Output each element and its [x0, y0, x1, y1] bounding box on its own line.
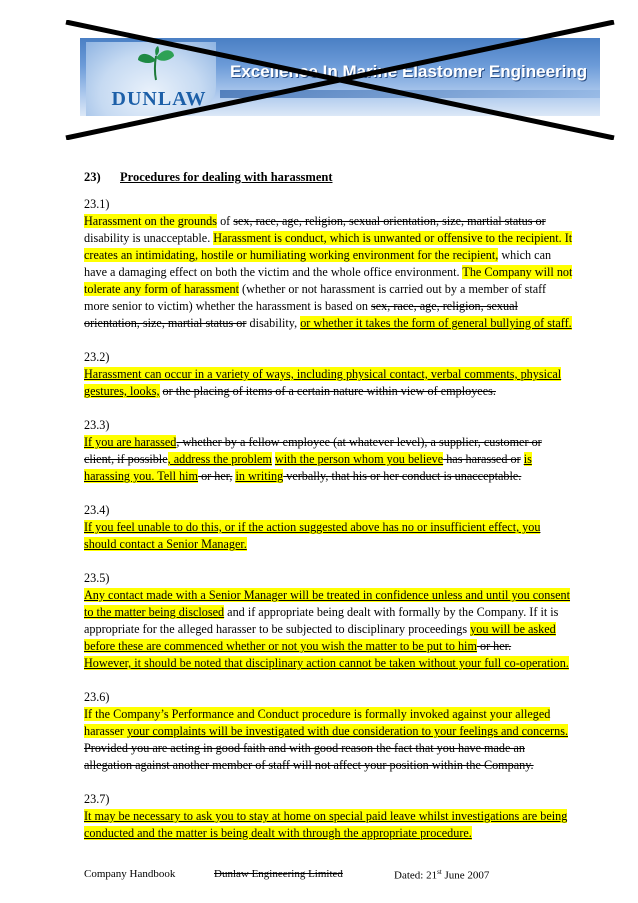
struck-text: or her, [198, 469, 233, 483]
highlighted-text: The Company will not tolerate any form of harassment [84, 265, 573, 296]
highlighted-underlined-text: or whether it takes the form of general bullying of staff. [300, 316, 572, 330]
highlighted-underlined-text: is harassing you. Tell him [84, 452, 532, 483]
paragraph-23-3 [84, 417, 574, 485]
struck-text: sex, race, age, religion, sexual orientation, size, martial status or [233, 214, 546, 228]
struck-text: , whether by a fellow employee (at whatever level), a supplier, customer or client, if possible [84, 435, 542, 466]
footer-date-suffix: June 2007 [441, 869, 490, 882]
body-text: disability, [246, 316, 301, 330]
highlighted-underlined-text: It may be necessary to ask you to stay at home on special paid leave whilst investigations are being conducted and the matter is being dealt with through the appropriate procedure. [84, 809, 568, 840]
highlighted-underlined-text: If you are harassed [84, 435, 177, 449]
struck-text: or the placing of items of a certain nature within view of employees. [162, 384, 496, 398]
struck-text: has harassed or [443, 452, 521, 466]
paragraph-label: 23.7) [84, 792, 110, 806]
paragraph-23-6 [84, 689, 574, 774]
highlighted-underlined-text: , address the problem [167, 452, 272, 466]
paragraph-label: 23.6) [84, 690, 110, 704]
logo-text: DUNLAW [111, 88, 207, 110]
highlighted-underlined-text: you will be asked before these are commenced whether or not you wish the matter to be put to him [84, 622, 556, 653]
paragraph-label: 23.5) [84, 571, 110, 585]
paragraph-label: 23.2) [84, 350, 110, 364]
header-tagline: Excellence In Marine Elastomer Engineering [230, 62, 588, 81]
footer-handbook: Company Handbook [84, 868, 176, 880]
highlighted-underlined-text: in writing [235, 469, 284, 483]
footer-date-sup: st [437, 868, 442, 876]
paragraph-23-7 [84, 791, 574, 842]
body-text: disability is unacceptable. [84, 231, 214, 245]
paragraph-23-2 [84, 349, 574, 400]
struck-text: sex, race, age, religion, sexual orientation, size, martial status or [84, 299, 518, 330]
cross-out-mark [60, 20, 620, 140]
body-text: of [217, 214, 234, 228]
paragraph-label: 23.4) [84, 503, 110, 517]
paragraph-label: 23.3) [84, 418, 110, 432]
section-title: Procedures for dealing with harassment [120, 170, 333, 184]
footer-date-prefix: Dated: 21 [394, 869, 438, 882]
body-text: (whether or not harassment is carried out by a member of staff more senior to victim) whether the harassment is based on [84, 282, 547, 313]
struck-text: or her. [476, 639, 512, 653]
paragraph-23-4 [84, 502, 574, 553]
highlighted-underlined-text: Harassment can occur in a variety of ways, including physical contact, verbal comments, physical gestures, looks, [84, 367, 562, 398]
section-heading [84, 170, 333, 185]
body-text: which can have a damaging effect on both the victim and the whole office environment. [84, 248, 552, 279]
paragraph-23-1 [84, 196, 574, 332]
highlighted-underlined-text: However, it should be noted that disciplinary action cannot be taken without your full co-operation. [84, 656, 569, 670]
struck-text: Provided you are acting in good faith and with good reason the fact that you have made an allegation against another member of staff will not affect your position within the Company. [84, 741, 534, 772]
highlighted-underlined-text: with the person whom you believe [274, 452, 444, 466]
footer-date [394, 868, 489, 882]
highlighted-underlined-text: If you feel unable to do this, or if the action suggested above has no or insufficient effect, you should contact a Senior Manager. [84, 520, 541, 551]
paragraph-label: 23.1) [84, 197, 110, 211]
highlighted-text: Harassment on the grounds [84, 214, 218, 228]
paragraph-23-5 [84, 570, 574, 672]
highlighted-text: If the Company’s Performance and Conduct procedure is formally invoked against your alleged harasser [84, 707, 551, 738]
highlighted-underlined-text: Any contact made with a Senior Manager will be treated in confidence unless and until you consent to the matter being disclosed [84, 588, 571, 619]
highlighted-text: Harassment is conduct, which is unwanted or offensive to the recipient. It creates an intimidating, hostile or humiliating working environment for the recipient, [84, 231, 573, 262]
section-number: 23) [84, 170, 101, 184]
highlighted-underlined-text: your complaints will be investigated with due consideration to your feelings and concerns. [126, 724, 568, 738]
struck-text: verbally, that his or her conduct is unacceptable. [283, 469, 522, 483]
document-body [84, 196, 574, 859]
body-text: and if appropriate being dealt with formally by the Company. If it is appropriate for the alleged harasser to be subjected to disciplinary proceedings [84, 605, 559, 636]
footer-company: Dunlaw Engineering Limited [214, 868, 343, 880]
